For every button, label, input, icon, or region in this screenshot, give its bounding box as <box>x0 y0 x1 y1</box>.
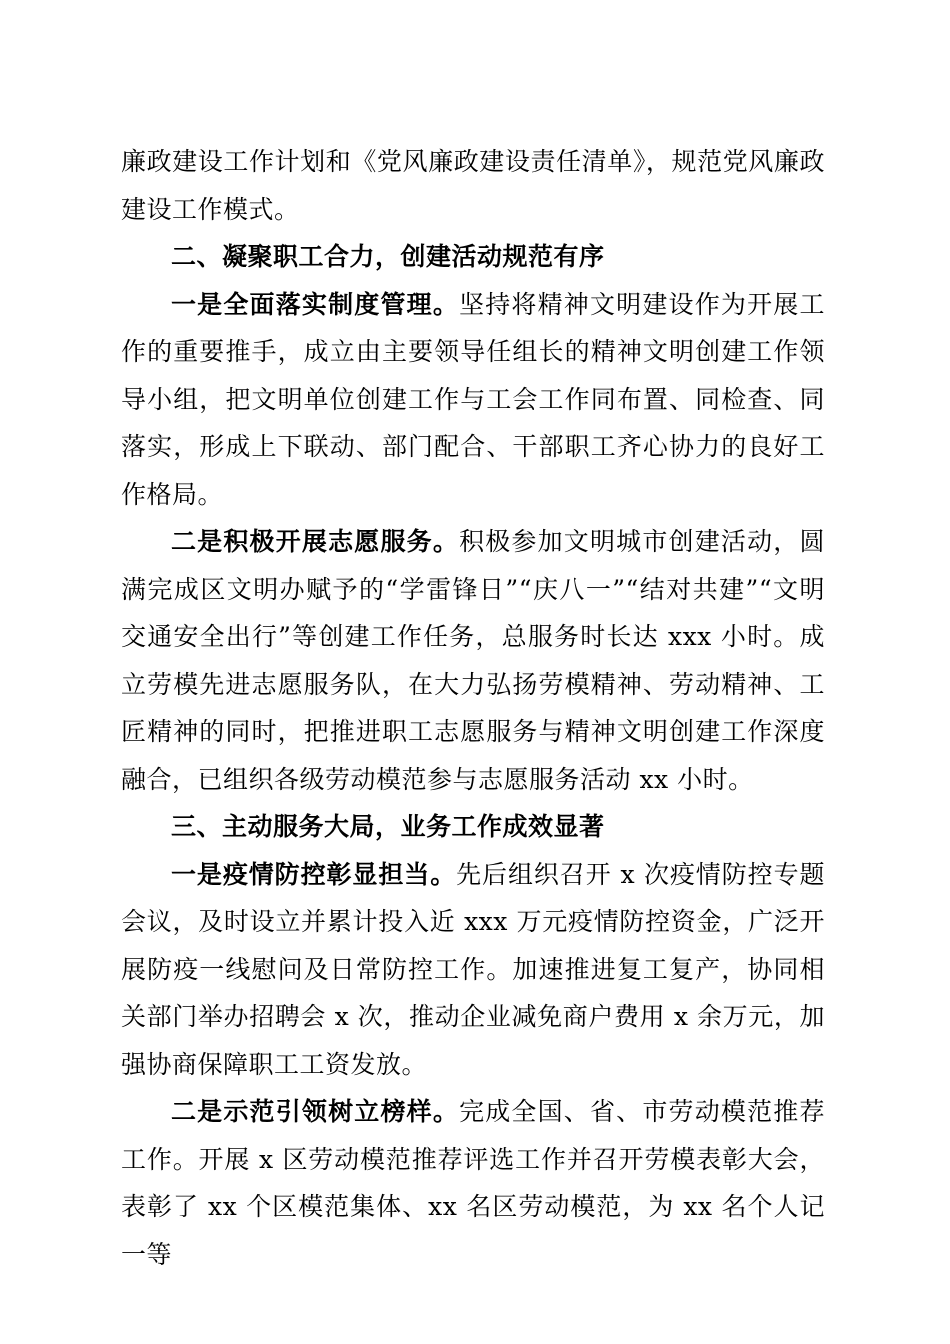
paragraph-lead: 二是积极开展志愿服务。 <box>171 527 460 556</box>
paragraph-lead: 二是示范引领树立榜样。 <box>171 1097 460 1126</box>
paragraph-body: 积极参加文明城市创建活动，圆满完成区文明办赋予的“学雷锋日”“庆八一”“结对共建”“文明交通安全出行”等创建工作任务，总服务时长达 xxx 小时。成立劳模先进志愿服务队，在大力弘扬劳模精神、劳动精神、工匠精神的同时，把推进职工志愿服务与精神文明创建工作深度融合，已组织各级劳动模范参与志愿服务活动 xx 小时。 <box>121 527 825 794</box>
paragraph-continuation: 廉政建设工作计划和《党风廉政建设责任清单》，规范党风廉政建设工作模式。 <box>121 147 825 224</box>
paragraph-body: 坚持将精神文明建设作为开展工作的重要推手，成立由主要领导任组长的精神文明创建工作领导小组，把文明单位创建工作与工会工作同布置、同检查、同落实，形成上下联动、部门配合、干部职工齐心协力的良好工作格局。 <box>121 289 825 509</box>
paragraph-lead: 一是疫情防控彰显担当。 <box>171 859 457 889</box>
paragraph-system-management <box>121 281 825 519</box>
paragraph-volunteer-service <box>121 518 825 803</box>
paragraph-epidemic-control <box>121 851 825 1089</box>
section-heading-2: 二、凝聚职工合力，创建活动规范有序 <box>171 242 605 271</box>
paragraph-body: 完成全国、省、市劳动模范推荐工作。开展 x 区劳动模范推荐评选工作并召开劳模表彰大会，表彰了 xx 个区模范集体、xx 名区劳动模范，为 xx 名个人记一等 <box>121 1097 825 1269</box>
paragraph-lead: 一是全面落实制度管理。 <box>171 289 460 319</box>
paragraph-role-models <box>121 1088 825 1278</box>
section-heading-3: 三、主动服务大局，业务工作成效显著 <box>171 812 605 841</box>
paragraph-body: 先后组织召开 x 次疫情防控专题会议，及时设立并累计投入近 xxx 万元疫情防控资金，广泛开展防疫一线慰问及日常防控工作。加速推进复工复产，协同相关部门举办招聘会 x 次，推动企业减免商户费用 x 余万元，加强协商保障职工工资发放。 <box>121 859 825 1079</box>
document-page <box>121 138 825 1278</box>
